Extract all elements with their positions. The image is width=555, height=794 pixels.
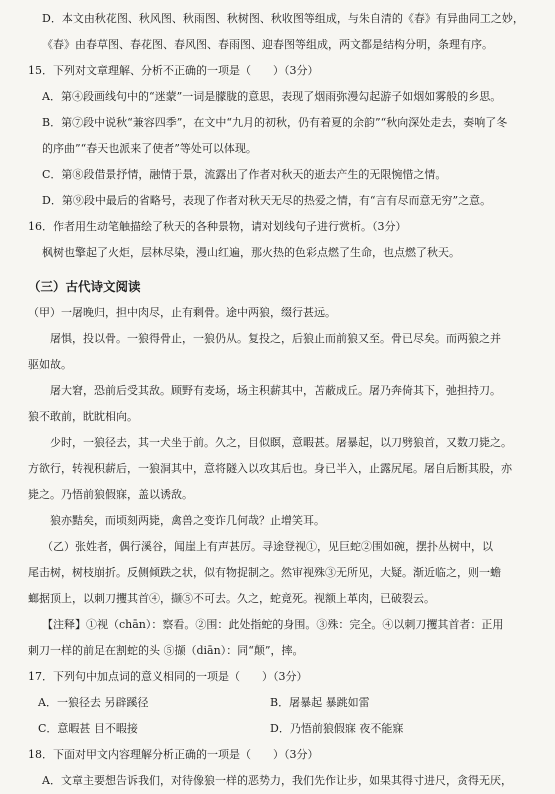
option-d-line-2: 《春》由春草图、春花图、春风图、春雨图、迎春图等组成，两文都是结构分明，条理有序。: [42, 38, 493, 51]
q15-option-b-cont: 的序曲”“春天也派来了使者”等处可以体现。: [42, 142, 257, 155]
passage-jia-intro: （甲）一屠晚归，担中肉尽，止有剩骨。途中两狼，缀行甚远。: [28, 306, 336, 319]
option-d-line-1: D．本文由秋花图、秋风图、秋雨图、秋树图、秋收图等组成，与朱自清的《春》有异曲同工之妙，: [42, 12, 524, 25]
question-18-stem: 18．下面对甲文内容理解分析正确的一项是（ ）（3分）: [28, 748, 319, 761]
passage-yi-line: 尾击树，树枝崩折。反侧倾跌之状，似有物捉制之。然审视殊③无所见，大疑。渐近临之，则一蟾: [28, 566, 501, 579]
passage-jia-line: 屠大窘，恐前后受其敌。顾野有麦场，场主积薪其中，苫蔽成丘。屠乃奔倚其下，弛担持刀。: [50, 384, 501, 397]
annotation-line: 【注释】①视（chān）：察看。②围：此处指蛇的身围。③殊：完全。④以刺刀攫其首者：正用: [42, 618, 504, 631]
q18-option-a: A．文章主要想告诉我们，对待像狼一样的恶势力，我们先作让步，如果其得寸进尺，贪得无厌，: [42, 774, 512, 787]
passage-jia-line: 狼亦黠矣，而顷刻两毙，禽兽之变诈几何哉？止增笑耳。: [50, 514, 325, 527]
section-title: （三）古代诗文阅读: [28, 279, 141, 294]
q15-option-c: C．第⑧段借景抒情，融情于景，流露出了作者对秋天的逝去产生的无限惋惜之情。: [42, 168, 447, 181]
q17-choices-row: [28, 690, 535, 716]
q17-option-a: A．一狼径去 另辟蹊径: [38, 696, 149, 709]
q15-option-b: B．第⑦段中说秋“兼容四季”，在文中“九月的初秋，仍有着夏的余韵”“秋向深处走去，奏响了冬: [42, 116, 508, 129]
question-17-stem: 17．下列句中加点词的意义相同的一项是（ ）（3分）: [28, 670, 308, 683]
passage-jia-line: 屠惧，投以骨。一狼得骨止，一狼仍从。复投之，后狼止而前狼又至。骨已尽矣。而两狼之并: [50, 332, 501, 345]
passage-jia-line: 驱如故。: [28, 358, 72, 371]
passage-jia-line: 毙之。乃悟前狼假寐，盖以诱敌。: [28, 488, 193, 501]
q17-option-d: D．乃悟前狼假寐 夜不能寐: [270, 722, 404, 735]
question-15-stem: 15．下列对文章理解、分析不正确的一项是（ ）（3分）: [28, 64, 319, 77]
annotation-line: 刺刀一样的前足在割蛇的头 ⑤撷（diān）：同“颠”，摔。: [28, 644, 304, 657]
passage-jia-line: 少时，一狼径去，其一犬坐于前。久之，目似瞑，意暇甚。屠暴起，以刀劈狼首，又数刀毙之。: [50, 436, 512, 449]
q17-option-c: C．意暇甚 目不暇接: [38, 722, 138, 735]
q17-choices-row: [28, 716, 535, 742]
passage-yi-line: 螂据顶上，以刺刀攫其首④，撷⑤不可去。久之，蛇竟死。视额上革肉，已破裂云。: [28, 592, 435, 605]
passage-jia-line: 方欲行，转视积薪后，一狼洞其中，意将隧入以攻其后也。身已半入，止露尻尾。屠自后断其股，亦: [28, 462, 512, 475]
passage-yi-line: （乙）张姓者，偶行溪谷，闻崖上有声甚厉。寻途登视①，见巨蛇②围如碗，摆扑丛树中，以: [42, 540, 493, 553]
q16-underlined-sentence: 枫树也擎起了火炬，层林尽染，漫山红遍，那火热的色彩点燃了生命，也点燃了秋天。: [42, 246, 460, 259]
q17-option-b: B．屠暴起 暴跳如雷: [270, 696, 370, 709]
question-16-stem: 16．作者用生动笔触描绘了秋天的各种景物，请对划线句子进行赏析。（3分）: [28, 220, 407, 233]
q15-option-d: D．第⑨段中最后的省略号，表现了作者对秋天无尽的热爱之情，有“言有尽而意无穷”之意。: [42, 194, 492, 207]
q15-option-a: A．第④段画线句中的“迷蒙”一词是朦胧的意思，表现了烟雨弥漫勾起游子如烟如雾般的乡思。: [42, 90, 502, 103]
passage-jia-line: 狼不敢前，眈眈相向。: [28, 410, 138, 423]
